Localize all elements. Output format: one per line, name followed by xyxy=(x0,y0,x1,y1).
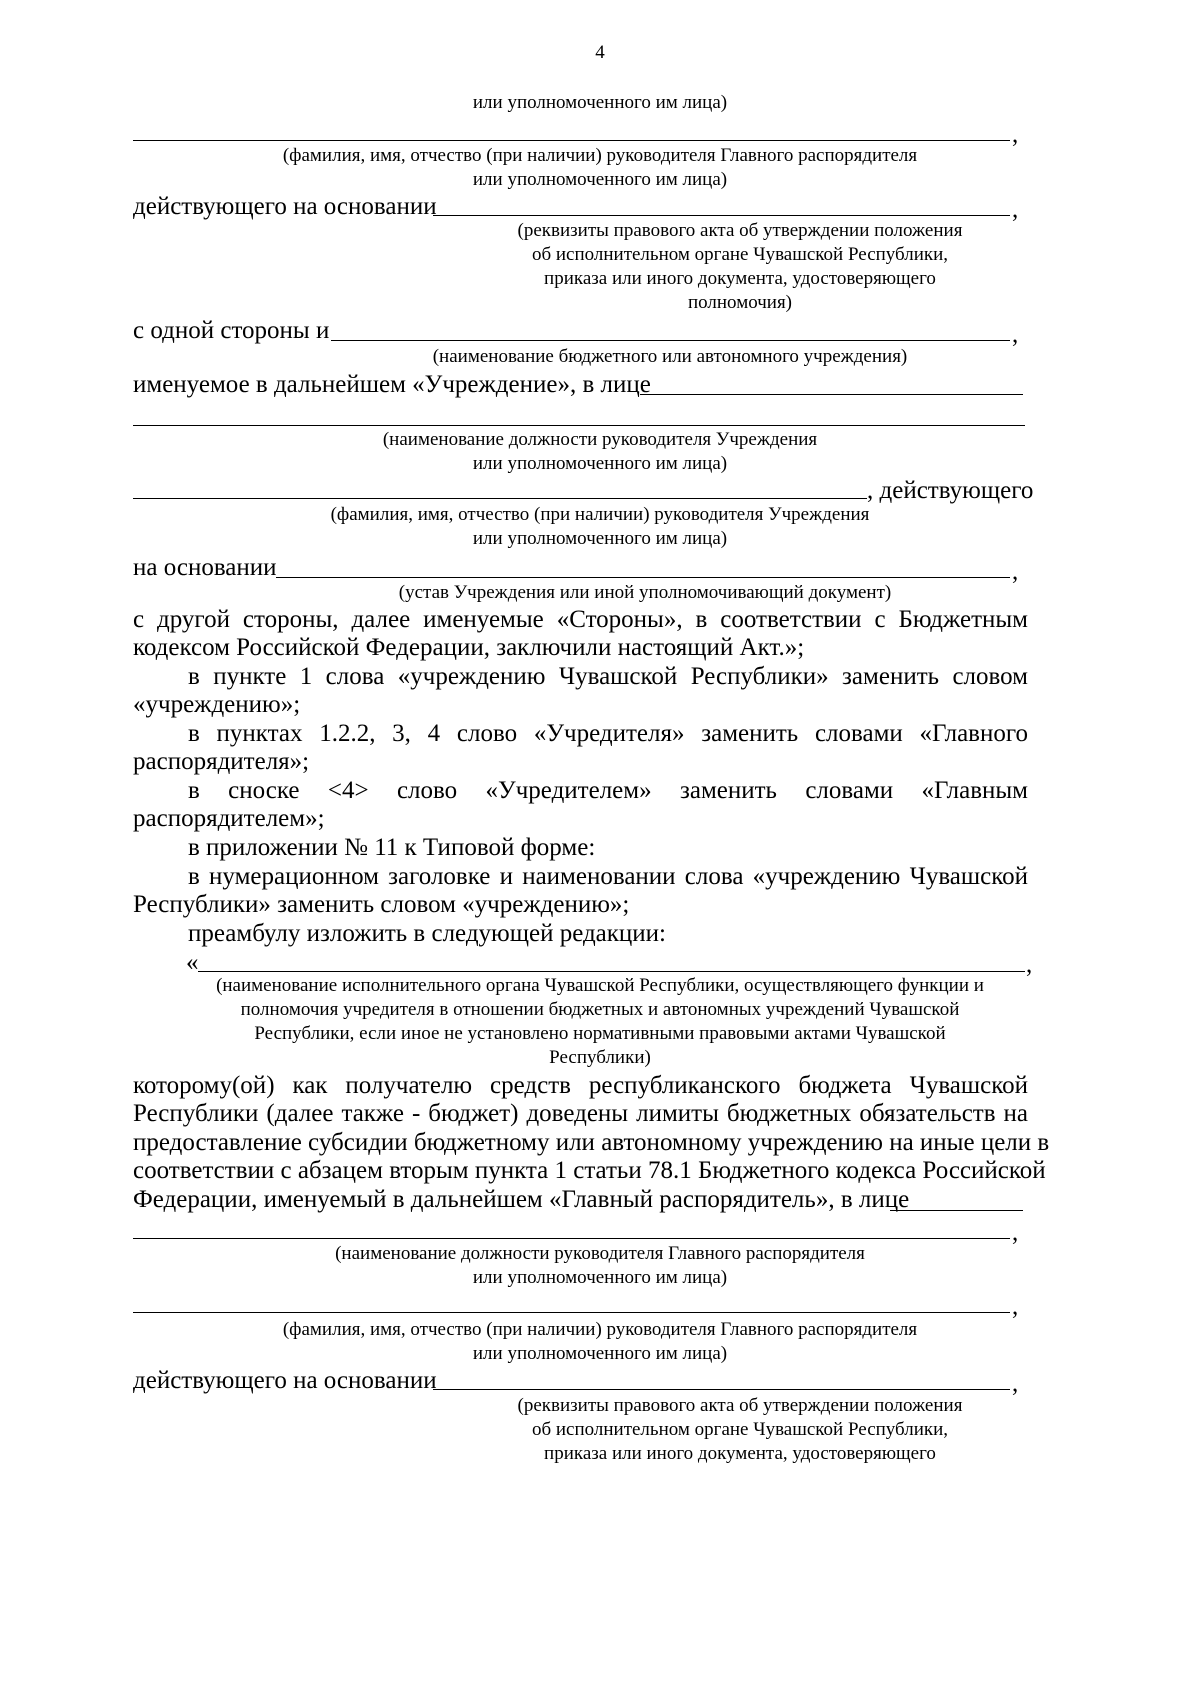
caption: (наименование должности руководителя Главного распорядителя xyxy=(335,1243,865,1264)
blank-line xyxy=(331,340,1010,341)
comma: , xyxy=(1012,321,1019,348)
comma: , xyxy=(1012,121,1019,148)
caption: или уполномоченного им лица) xyxy=(472,528,728,549)
caption: или уполномоченного им лица) xyxy=(472,453,728,474)
caption: (наименование должности руководителя Учреждения xyxy=(382,429,818,450)
paragraph-line: соответствии с абзацем вторым пункта 1 статьи 78.1 Бюджетного кодекса Российской xyxy=(133,1157,1046,1184)
paragraph-line: в приложении № 11 к Типовой форме: xyxy=(188,834,596,861)
acting-basis-label: действующего на основании xyxy=(133,193,437,220)
blank-line xyxy=(198,971,1025,972)
caption: (устав Учреждения или иной уполномочивающий документ) xyxy=(398,582,892,603)
caption: или уполномоченного им лица) xyxy=(472,1267,728,1288)
paragraph-line: в пунктах 1.2.2, 3, 4 слово «Учредителя» заменить словами «Главного xyxy=(188,720,1028,747)
comma: , xyxy=(1012,196,1019,223)
comma: , xyxy=(1012,1293,1019,1320)
paragraph-line: распорядителем»; xyxy=(133,805,325,832)
caption: (фамилия, имя, отчество (при наличии) руководителя Главного распорядителя xyxy=(282,145,918,166)
one-side-label: с одной стороны и xyxy=(133,317,330,344)
referred-as-label: именуемое в дальнейшем «Учреждение», в лице xyxy=(133,371,651,398)
caption: (наименование исполнительного органа Чувашской Республики, осуществляющего функции и xyxy=(216,975,984,996)
paragraph-line: в нумерационном заголовке и наименовании слова «учреждению Чувашской xyxy=(188,863,1028,890)
caption: приказа или иного документа, удостоверяющего xyxy=(544,1443,936,1464)
caption: (фамилия, имя, отчество (при наличии) руководителя Главного распорядителя xyxy=(282,1319,918,1340)
paragraph-line: которому(ой) как получателю средств республиканского бюджета Чувашской xyxy=(133,1072,1028,1099)
paragraph-line: в сноске <4> слово «Учредителем» заменить словами «Главным xyxy=(188,777,1028,804)
caption: или уполномоченного им лица) xyxy=(472,1343,728,1364)
caption: приказа или иного документа, удостоверяющего xyxy=(544,268,936,289)
acting-label: , действующего xyxy=(867,477,1034,504)
caption: Республики, если иное не установлено нормативными правовыми актами Чувашской xyxy=(254,1023,946,1044)
caption: (реквизиты правового акта об утверждении положения xyxy=(517,220,963,241)
acting-basis-label: действующего на основании xyxy=(133,1367,437,1394)
caption: полномочия учредителя в отношении бюджетных и автономных учреждений Чувашской xyxy=(240,999,960,1020)
caption: об исполнительном органе Чувашской Республики, xyxy=(531,244,949,265)
blank-line xyxy=(133,425,1025,426)
blank-line xyxy=(433,215,1010,216)
comma: , xyxy=(1026,951,1033,978)
paragraph-line: «учреждению»; xyxy=(133,691,301,718)
open-quote: « xyxy=(186,949,199,976)
blank-line xyxy=(276,577,1010,578)
paragraph-line: предоставление субсидии бюджетному или автономному учреждению на иные цели в xyxy=(133,1129,1050,1156)
caption: (наименование бюджетного или автономного учреждения) xyxy=(432,346,908,367)
caption: об исполнительном органе Чувашской Республики, xyxy=(531,1419,949,1440)
comma: , xyxy=(1012,558,1019,585)
caption: или уполномоченного им лица) xyxy=(472,169,728,190)
page-number: 4 xyxy=(595,42,605,63)
caption: (фамилия, имя, отчество (при наличии) руководителя Учреждения xyxy=(330,504,870,525)
on-basis-label: на основании xyxy=(133,554,277,581)
comma: , xyxy=(1012,1370,1019,1397)
caption: или уполномоченного им лица) xyxy=(472,92,728,113)
blank-line xyxy=(890,1210,1023,1211)
caption: (реквизиты правового акта об утверждении положения xyxy=(517,1395,963,1416)
caption: полномочия) xyxy=(687,292,793,313)
paragraph-line: с другой стороны, далее именуемые «Стороны», в соответствии с Бюджетным xyxy=(133,606,1028,633)
blank-line xyxy=(433,1389,1010,1390)
blank-line xyxy=(133,140,1010,141)
paragraph-line: распорядителя»; xyxy=(133,748,310,775)
paragraph-line: Федерации, именуемый в дальнейшем «Главный распорядитель», в лице xyxy=(133,1186,910,1213)
paragraph-line: Республики» заменить словом «учреждению»; xyxy=(133,891,630,918)
paragraph-line: Республики (далее также - бюджет) доведены лимиты бюджетных обязательств на xyxy=(133,1100,1028,1127)
blank-line xyxy=(133,1312,1010,1313)
caption: Республики) xyxy=(549,1047,651,1068)
blank-line xyxy=(133,1238,1010,1239)
comma: , xyxy=(1012,1219,1019,1246)
paragraph-line: преамбулу изложить в следующей редакции: xyxy=(188,920,667,947)
paragraph-line: в пункте 1 слова «учреждению Чувашской Республики» заменить словом xyxy=(188,663,1028,690)
blank-line xyxy=(133,498,867,499)
blank-line xyxy=(640,394,1023,395)
paragraph-line: кодексом Российской Федерации, заключили настоящий Акт.»; xyxy=(133,634,805,661)
